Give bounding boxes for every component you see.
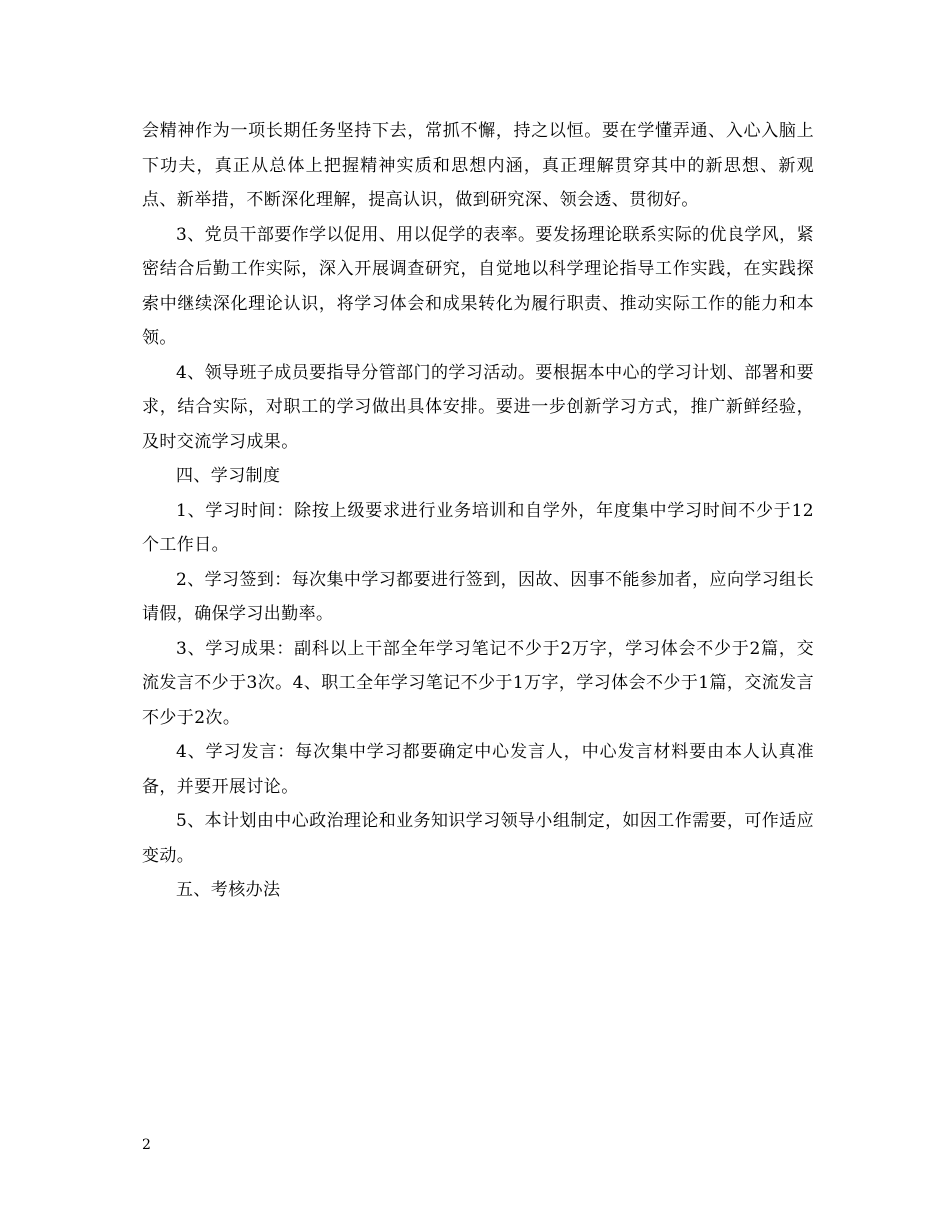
- paragraph-plan-note: 5、本计划由中心政治理论和业务知识学习领导小组制定，如因工作需要，可作适应变动。: [142, 811, 814, 866]
- document-body: [142, 114, 814, 908]
- paragraph-item-4: 4、领导班子成员要指导分管部门的学习活动。要根据本中心的学习计划、部署和要求，结合实际，对职工的学习做出具体安排。要进一步创新学习方式，推广新鲜经验，及时交流学习成果。: [142, 362, 814, 452]
- paragraph-study-speech: 4、学习发言：每次集中学习都要确定中心发言人，中心发言材料要由本人认真准备，并要开展讨论。: [142, 742, 814, 797]
- section-heading-assessment: 五、考核办法: [176, 880, 281, 900]
- section-heading-study-system: 四、学习制度: [176, 466, 281, 486]
- paragraph-continued: 会精神作为一项长期任务坚持下去，常抓不懈，持之以恒。要在学懂弄通、入心入脑上下功夫，真正从总体上把握精神实质和思想内涵，真正理解贯穿其中的新思想、新观点、新举措，不断深化理解，提高认识，做到研究深、领会透、贯彻好。: [142, 121, 814, 210]
- paragraph-study-signin: 2、学习签到：每次集中学习都要进行签到，因故、因事不能参加者，应向学习组长请假，确保学习出勤率。: [142, 569, 814, 624]
- paragraph-study-results: 3、学习成果：副科以上干部全年学习笔记不少于2万字，学习体会不少于2篇，交流发言不少于3次。4、职工全年学习笔记不少于1万字，学习体会不少于1篇，交流发言不少于2次。: [142, 638, 814, 728]
- paragraph-item-3: 3、党员干部要作学以促用、用以促学的表率。要发扬理论联系实际的优良学风，紧密结合后勤工作实际，深入开展调查研究，自觉地以科学理论指导工作实践，在实践探索中继续深化理论认识，将学习体会和成果转化为履行职责、推动实际工作的能力和本领。: [142, 224, 814, 348]
- paragraph-study-time: 1、学习时间：除按上级要求进行业务培训和自学外，年度集中学习时间不少于12个工作日。: [142, 500, 814, 555]
- page-number: 2: [142, 1137, 151, 1153]
